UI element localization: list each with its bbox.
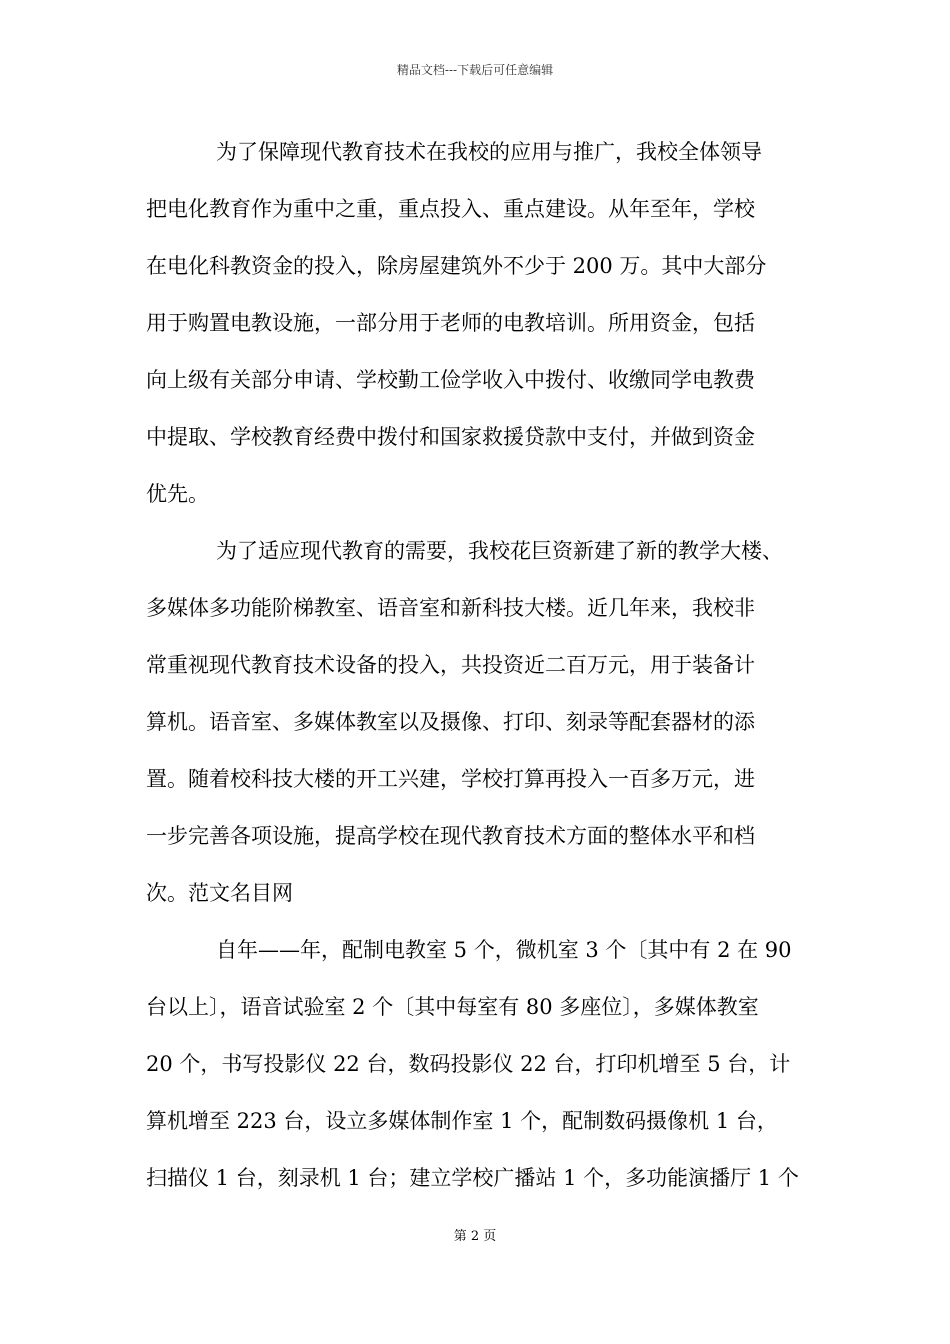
document-body [146, 132, 806, 1215]
paragraph-2-line-6: 一步完善各项设施，提高学校在现代教育技术方面的整体水平和档 [146, 824, 755, 848]
paragraph-3-line-1: 自年——年，配制电教室 5 个，微机室 3 个〔其中有 2 在 90 [216, 938, 792, 962]
paragraph-1-line-1: 为了保障现代教育技术在我校的应用与推广，我校全体领导 [216, 140, 762, 164]
paragraph-2-line-1: 为了适应现代教育的需要，我校花巨资新建了新的教学大楼、 [216, 539, 783, 563]
page-number: 第 2 页 [453, 1229, 497, 1244]
paragraph-1-line-7: 优先。 [146, 482, 209, 506]
paragraph-3-line-2: 台以上〕，语音试验室 2 个〔其中每室有 80 多座位〕，多媒体教室 [146, 995, 759, 1019]
paragraph-2-line-3: 常重视现代教育技术设备的投入，共投资近二百万元，用于装备计 [146, 653, 755, 677]
paragraph-2-line-4: 算机。语音室、多媒体教室以及摄像、打印、刻录等配套器材的添 [146, 710, 755, 734]
paragraph-3-line-3: 20 个，书写投影仪 22 台，数码投影仪 22 台，打印机增至 5 台，计 [146, 1052, 791, 1076]
paragraph-1-line-4: 用于购置电教设施，一部分用于老师的电教培训。所用资金，包括 [146, 311, 755, 335]
paragraph-2-line-7: 次。范文名目网 [146, 881, 293, 905]
paragraph-1-line-2: 把电化教育作为重中之重，重点投入、重点建设。从年至年，学校 [146, 197, 755, 221]
paragraph-1-line-5: 向上级有关部分申请、学校勤工俭学收入中拨付、收缴同学电教费 [146, 368, 755, 392]
paragraph-2-line-5: 置。随着校科技大楼的开工兴建，学校打算再投入一百多万元，进 [146, 767, 755, 791]
paragraph-2-line-2: 多媒体多功能阶梯教室、语音室和新科技大楼。近几年来，我校非 [146, 596, 755, 620]
paragraph-1-line-3: 在电化科教资金的投入，除房屋建筑外不少于 200 万。其中大部分 [146, 254, 767, 278]
page-header: 精品文档---下载后可任意编辑 [396, 63, 554, 77]
paragraph-3-line-5: 扫描仪 1 台，刻录机 1 台；建立学校广播站 1 个，多功能演播厅 1 个 [146, 1166, 799, 1190]
paragraph-1-line-6: 中提取、学校教育经费中拨付和国家救援贷款中支付，并做到资金 [146, 425, 755, 449]
paragraph-3-line-4: 算机增至 223 台，设立多媒体制作室 1 个，配制数码摄像机 1 台， [146, 1109, 778, 1133]
